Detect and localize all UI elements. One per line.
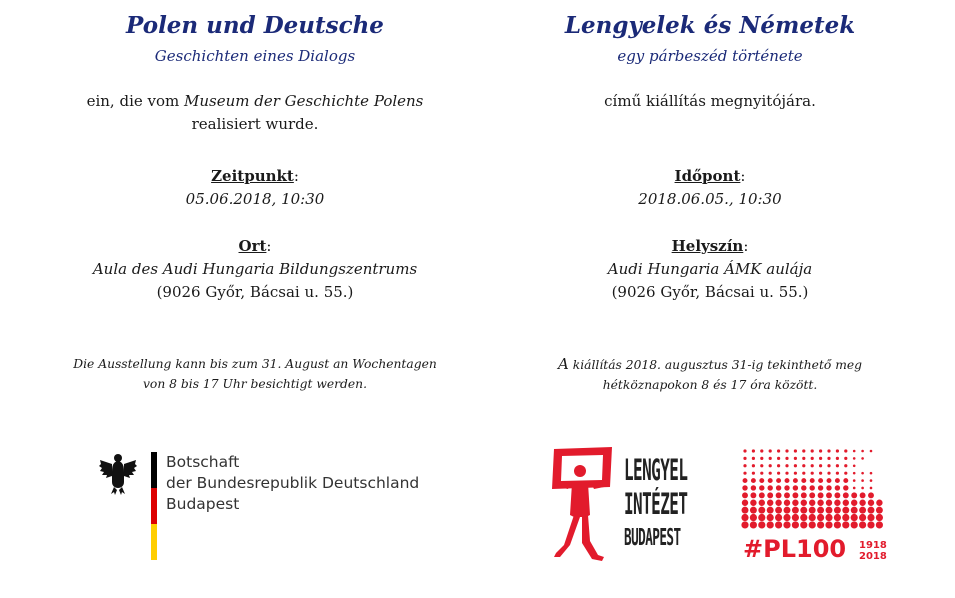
pl100-dot [801,485,806,490]
german-address: (9026 Győr, Bácsai u. 55.) [156,283,354,301]
pl100-dot [876,507,883,514]
pl100-dot [750,492,756,498]
hungarian-note-line1: kiállítás 2018. augusztus 31-ig tekinthető meg [568,358,863,372]
hungarian-note [510,354,910,395]
pl100-dot [785,472,788,475]
pl100-dot [794,464,797,467]
pl100-dot [767,521,774,528]
pl100-dot [784,500,790,506]
pl100-dot [835,478,840,483]
pl100-dot [783,521,790,528]
pl100-dot [827,472,830,475]
pl100-dot [834,507,841,514]
pl100-dot [801,478,806,483]
pl100-dot [867,514,874,521]
pl100-dot [802,472,805,475]
pl100-dot [792,507,799,514]
pl100-dot [776,478,781,483]
pl100-dot [767,507,774,514]
german-note-line1: Die Ausstellung kann bis zum 31. August an Wochentagen [73,357,437,371]
pl100-dot [759,500,765,506]
german-place-block: Ort: Aula des Audi Hungaria Bildungszentrums (9026 Győr, Bácsai u. 55.) [92,237,418,301]
pl100-dot [827,449,830,452]
pl100-dot [843,500,849,506]
pl100-dot [767,514,774,521]
pl100-dot [802,457,805,460]
pl100-dot [793,485,798,490]
pl100-dot [794,457,797,460]
pl100-dot [777,457,780,460]
pl100-dot [777,472,780,475]
pl100-dot [817,514,824,521]
pl100-dot [768,485,773,490]
pl100-dot [853,450,856,453]
pl100-dot [794,472,797,475]
embassy-line2: der Bundesrepublik Deutschland [166,474,420,492]
pl100-dot [818,485,823,490]
pl100-dot [868,492,874,498]
pl100-dot [769,472,772,475]
pl100-dot [817,500,823,506]
pl100-dot [775,514,782,521]
pl100-dot [853,464,856,467]
pl100-dot [826,500,832,506]
pl100-dot [752,449,755,452]
stripe-black [151,452,157,488]
pl100-dot [750,507,757,514]
pl100-dot [834,514,841,521]
pl100-dot [800,507,807,514]
stripe-gold [151,524,157,560]
pl100-dot [870,450,873,453]
pl100-dot [794,449,797,452]
stripe-red [151,488,157,524]
pl100-dot [792,500,798,506]
pl100-dot [800,521,807,528]
pl100-dot [853,479,856,482]
embassy-line1: Botschaft [166,453,240,471]
pl100-dot [767,492,773,498]
german-intro [0,90,510,136]
pl100-dot [742,492,748,498]
pl100-dot [826,485,831,490]
pl100-dot [843,485,848,490]
hungarian-note-first: A [557,355,569,373]
pl100-dot [783,514,790,521]
pl100-dot [801,492,807,498]
pl100-dot [760,449,763,452]
pl100-dot [741,521,748,528]
pl100-dot [853,457,856,460]
pl100-dot-pattern-icon [740,447,890,532]
pl100-year-end: 2018 [859,551,887,562]
embassy-name [166,452,419,515]
pl100-dot [861,479,864,482]
pl100-dot [793,478,798,483]
german-note-line2: von 8 bis 17 Uhr besichtigt werden. [142,377,368,391]
pl100-dot [827,478,832,483]
hungarian-subtitle: egy párbeszéd története [617,47,803,65]
pl100-dot [750,521,757,528]
pl100-dot [785,478,790,483]
pl100-dot [844,472,847,475]
pl100-dot [836,457,839,460]
pl100-dot [861,472,864,475]
pl100-dot [844,449,847,452]
pl100-dot [759,478,764,483]
polish-institute-line3: BUDAPEST [624,525,681,551]
pl100-dot [851,514,858,521]
pl100-dot [819,472,822,475]
pl100-dot [784,492,790,498]
pl100-dot [860,492,866,498]
hungarian-time-block: Időpont: 2018.06.05., 10:30 [638,167,782,208]
pl100-dot [743,464,746,467]
pl100-dot [750,514,757,521]
pl100-dot [810,478,815,483]
hungarian-note-line2: hétköznapokon 8 és 17 óra között. [602,378,818,392]
pl100-dot [775,500,781,506]
pl100-dot [767,500,773,506]
pl100-tag: #PL100 [743,535,847,563]
pl100-dot [853,472,856,475]
polish-institute-name [624,453,739,555]
federal-eagle-icon [98,450,138,496]
pl100-dot [861,450,864,453]
german-place-value: Aula des Audi Hungaria Bildungszentrums [92,260,418,278]
hungarian-time-label: Időpont [674,167,741,185]
pl100-dot [801,500,807,506]
pl100-dot [811,472,814,475]
pl100-dot [777,464,780,467]
pl100-dot [811,457,814,460]
pl100-dot [817,507,824,514]
pl100-dot [868,500,874,506]
pl100-dot [817,521,824,528]
german-intro-post: realisiert wurde. [191,115,319,133]
pl100-dot [851,500,857,506]
hungarian-title: Lengyelek és Németek [564,12,856,39]
pl100-dot [834,492,840,498]
german-place-label: Ort [238,237,267,255]
pl100-dot [784,485,789,490]
hungarian-place-label: Helyszín [671,237,744,255]
pl100-dot [836,472,839,475]
pl100-dot [859,507,866,514]
pl100-dot [819,457,822,460]
pl100-dot [859,521,866,528]
pl100-dot [851,507,858,514]
pl100-dot [760,464,763,467]
pl100-dot [784,507,791,514]
pl100-dot [759,492,765,498]
pl100-dot [861,487,864,490]
pl100-dot [776,492,782,498]
pl100-dot [809,507,816,514]
pl100-dot [769,457,772,460]
pl100-dot [851,521,858,528]
pl100-dot [876,500,882,506]
pl100-dot [826,492,832,498]
pl100-logo [740,447,890,565]
pl100-dot [792,492,798,498]
pl100-dot [827,457,830,460]
pl100-dot [859,500,865,506]
pl100-dot [742,500,748,506]
german-subtitle: Geschichten eines Dialogs [154,47,356,65]
pl100-dot [760,472,763,475]
pl100-dot [819,449,822,452]
pl100-dot [742,507,749,514]
pl100-dot [819,464,822,467]
pl100-dot [775,507,782,514]
pl100-dot [843,492,849,498]
pl100-dot [752,472,755,475]
pl100-dot [751,485,756,490]
polish-institute-line2: INTÉZET [624,487,688,521]
pl100-dot [834,521,841,528]
german-note [0,354,510,394]
pl100-dot [792,514,799,521]
pl100-dot [800,514,807,521]
pl100-dot [752,457,755,460]
pl100-dot [810,485,815,490]
pl100-dot [768,478,773,483]
pl100-dot [811,449,814,452]
pl100-dot [826,507,833,514]
pl100-dot [842,507,849,514]
pl100-dot [809,514,816,521]
pl100-dot [870,487,873,490]
pl100-dot [876,521,883,528]
hungarian-intro: című kiállítás megnyitójára. [604,92,816,110]
pl100-dot [842,521,849,528]
pl100-dot [867,521,874,528]
pl100-dot [836,464,839,467]
pl100-dot [741,514,748,521]
pl100-dot [834,500,840,506]
german-title: Polen und Deutsche [126,12,384,39]
pl100-dot [760,457,763,460]
pl100-dot [851,492,857,498]
pl100-dot [750,500,756,506]
pl100-dot [825,514,832,521]
pl100-dot [825,521,832,528]
man-carrying-frame-icon [540,445,615,565]
pl100-dot [853,487,856,490]
german-time-label: Zeitpunkt [211,167,294,185]
hungarian-time-value: 2018.06.05., 10:30 [638,190,782,208]
pl100-year-start: 1918 [859,540,887,551]
pl100-dot [876,514,883,521]
pl100-dot [792,521,799,528]
pl100-dot [811,464,814,467]
embassy-logo [98,448,428,563]
pl100-dot [843,478,848,483]
pl100-dot [836,449,839,452]
pl100-dot [844,457,847,460]
pl100-dot [758,514,765,521]
pl100-dot [827,464,830,467]
pl100-dot [752,464,755,467]
pl100-dot [870,472,873,475]
pl100-dot [785,449,788,452]
embassy-line3: Budapest [166,495,240,513]
german-time-block: Zeitpunkt: 05.06.2018, 10:30 [185,167,325,208]
pl100-dot [842,514,849,521]
pl100-dot [835,485,840,490]
pl100-dot [809,500,815,506]
pl100-dot [776,485,781,490]
pl100-dot [751,478,756,483]
polish-institute-logo [540,445,710,565]
pl100-dot [769,449,772,452]
pl100-years [859,540,887,562]
pl100-dot [818,478,823,483]
pl100-dot [742,485,747,490]
german-museum-name: Museum der Geschichte Polens [184,92,424,110]
german-intro-pre: ein, die vom [86,92,185,110]
pl100-dot [743,478,748,483]
hungarian-address: (9026 Győr, Bácsai u. 55.) [611,283,809,301]
pl100-dot [868,507,875,514]
pl100-dot [818,492,824,498]
pl100-dot [758,521,765,528]
pl100-dot [775,521,782,528]
pl100-dot [785,457,788,460]
pl100-dot [743,457,746,460]
pl100-dot [859,514,866,521]
pl100-dot [809,492,815,498]
hungarian-place-value: Audi Hungaria ÁMK aulája [607,260,813,278]
pl100-dot [809,521,816,528]
pl100-dot [759,485,764,490]
pl100-dot [743,472,746,475]
pl100-dot [870,479,873,482]
hungarian-place-block: Helyszín: Audi Hungaria ÁMK aulája (9026 Győr, Bácsai u. 55.) [607,237,813,301]
polish-institute-line1: LENGYEL [624,453,688,487]
pl100-dot [844,464,847,467]
pl100-dot [743,449,746,452]
german-time-value: 05.06.2018, 10:30 [185,190,325,208]
pl100-dot [758,507,765,514]
pl100-dot [785,464,788,467]
pl100-dot [802,464,805,467]
pl100-dot [802,449,805,452]
pl100-dot [861,457,864,460]
pl100-dot [769,464,772,467]
pl100-dot [777,449,780,452]
